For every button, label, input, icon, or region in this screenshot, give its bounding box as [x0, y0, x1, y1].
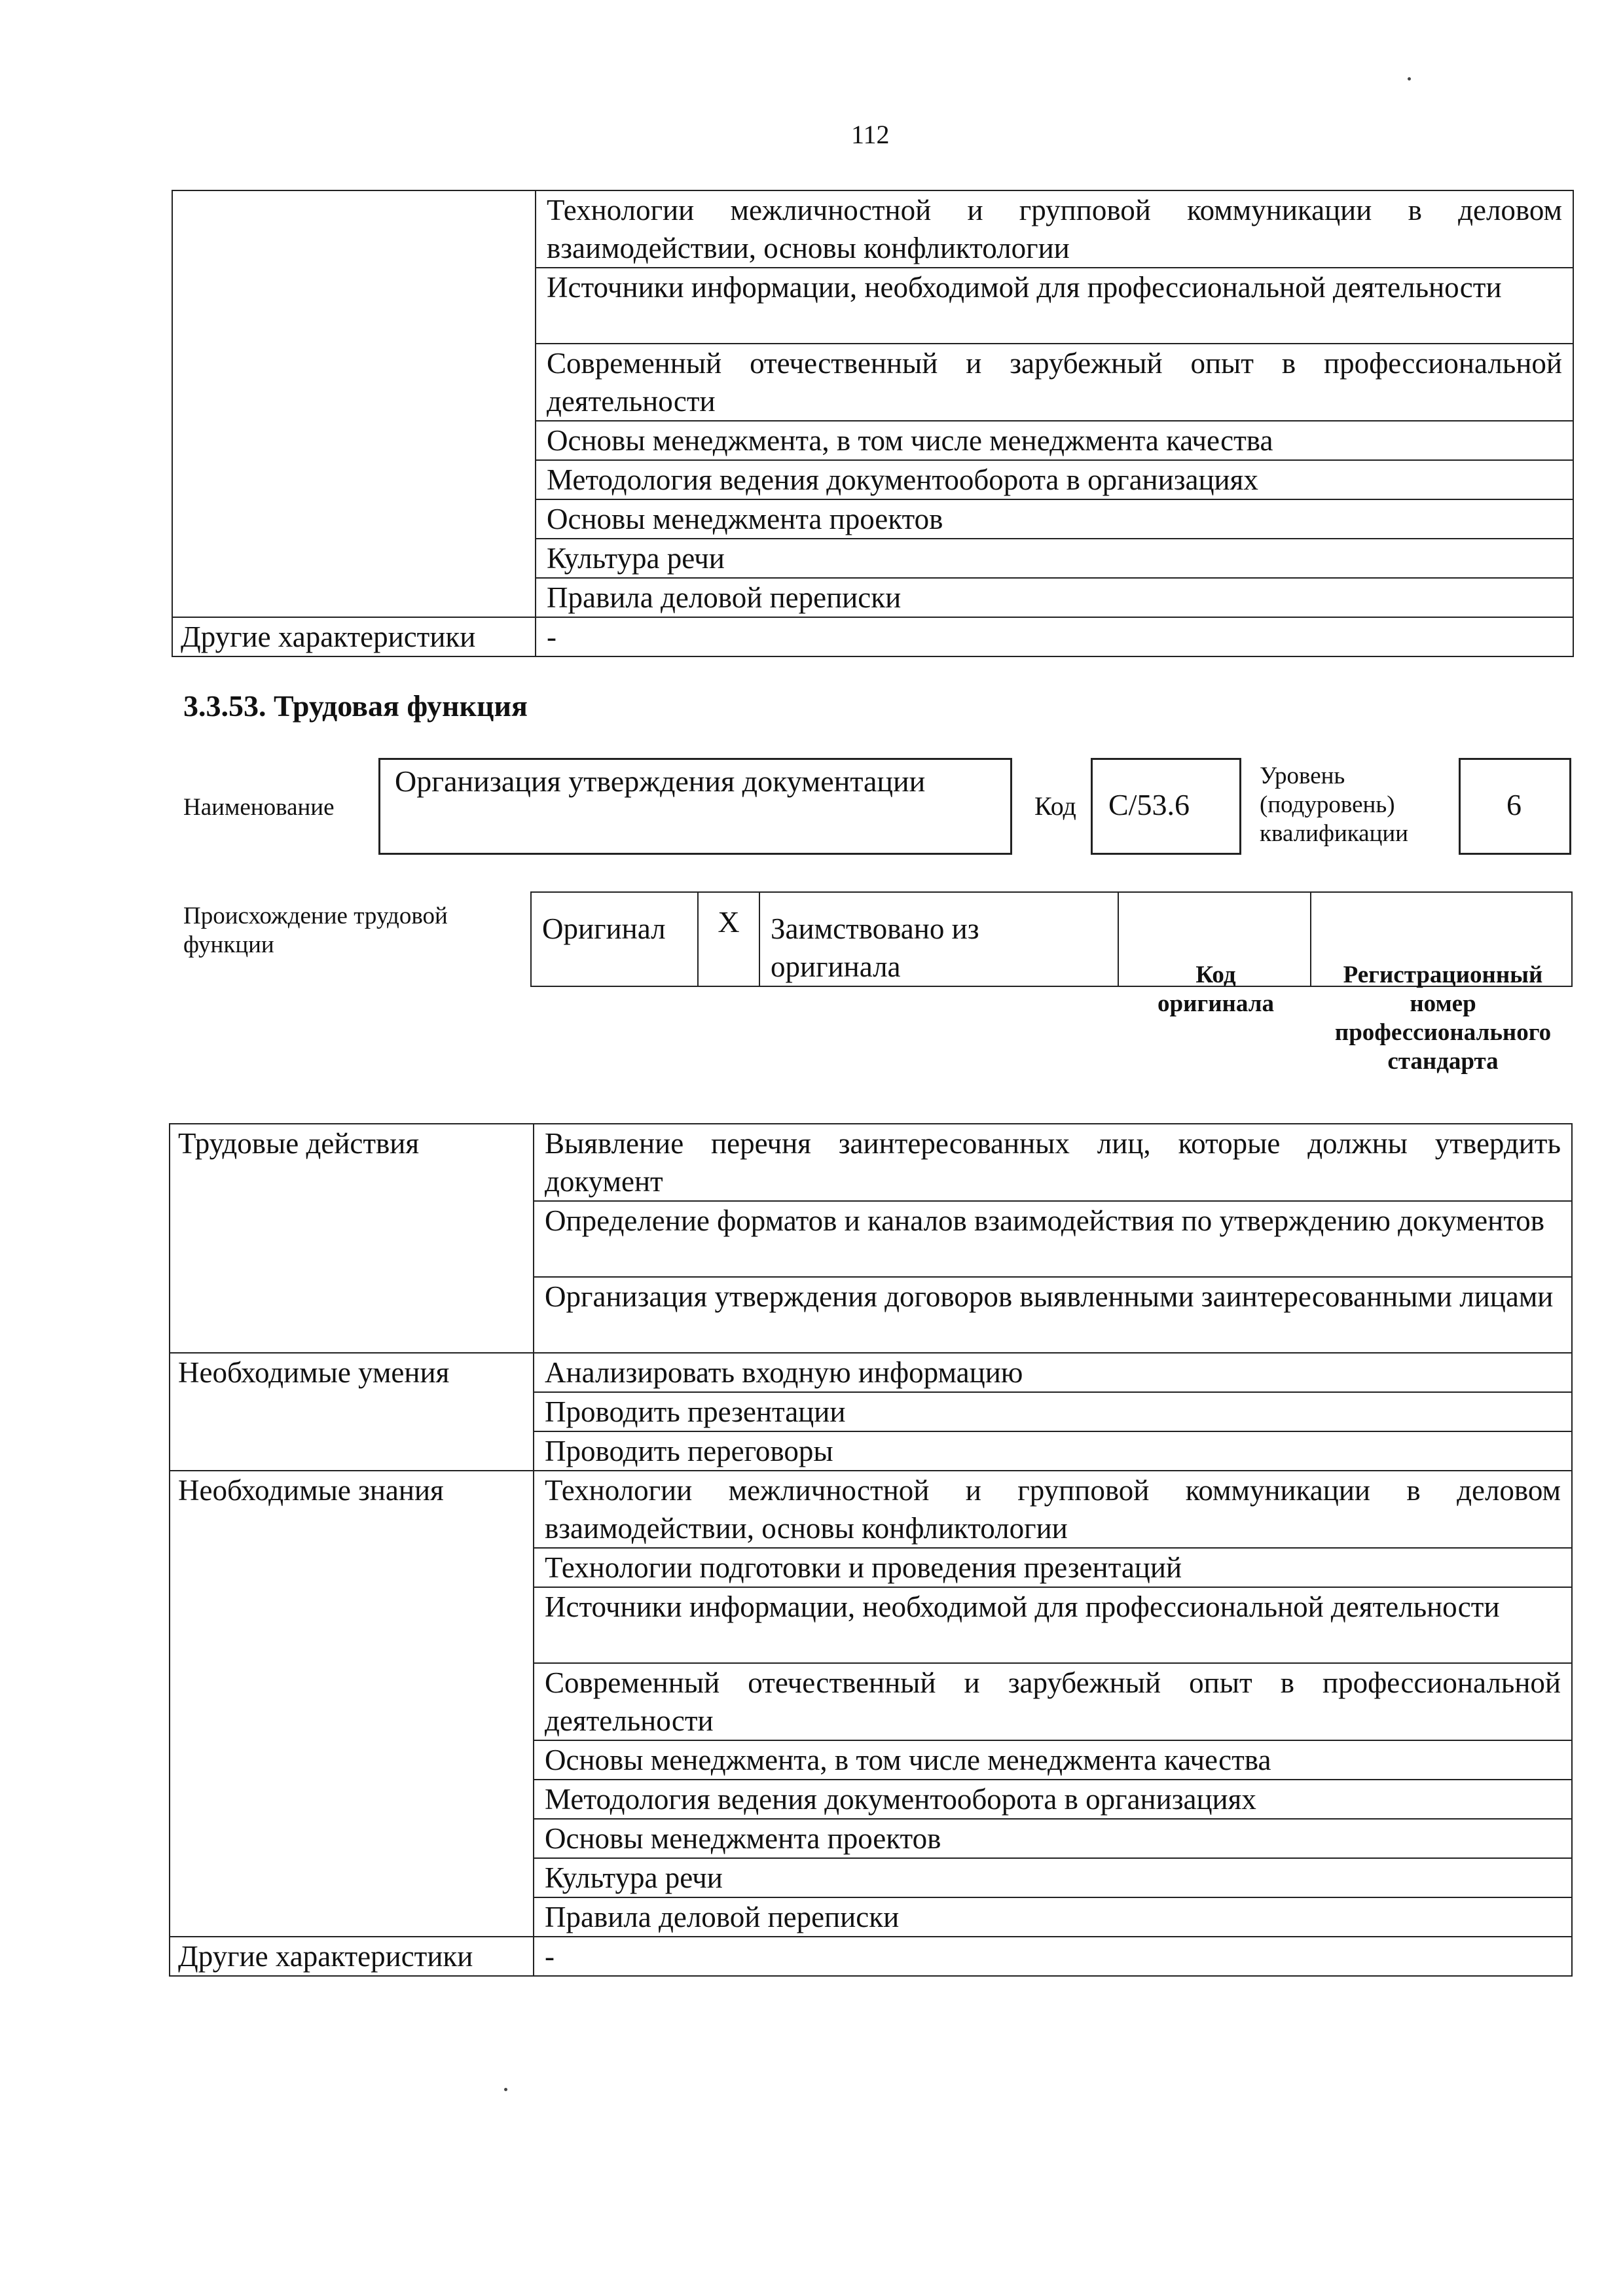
original-mark: X	[698, 892, 759, 986]
level-label-line: Уровень	[1260, 762, 1345, 789]
code-label: Код	[1034, 791, 1076, 821]
caption-line: Код	[1195, 961, 1236, 988]
caption-line: профессионального	[1334, 1019, 1552, 1046]
function-name: Организация утверждения документации	[395, 764, 926, 798]
table-cell: Основы менеджмента проектов	[536, 499, 1573, 539]
row-label: Другие характеристики	[170, 1937, 534, 1976]
row-label: Необходимые умения	[170, 1353, 534, 1471]
table-cell: Основы менеджмента проектов	[534, 1819, 1572, 1858]
code-value: C/53.6	[1108, 788, 1190, 821]
origin-label-line: функции	[183, 931, 274, 958]
table-cell: Методология ведения документооборота в организациях	[536, 460, 1573, 499]
page-number: 112	[851, 120, 890, 149]
empty-label-cell	[172, 190, 536, 617]
caption-line: стандарта	[1387, 1048, 1499, 1075]
scan-speck	[504, 2088, 507, 2091]
level-label-line: квалификации	[1260, 820, 1408, 847]
knowledge-table-continued	[172, 190, 1574, 657]
table-cell: Правила деловой переписки	[536, 578, 1573, 617]
table-cell: Проводить переговоры	[534, 1431, 1572, 1471]
table-cell: Технологии межличностной и групповой коммуникации в деловом взаимодействии, основы конфликтологии	[536, 190, 1573, 268]
level-box	[1459, 758, 1571, 855]
table-cell: -	[534, 1937, 1572, 1976]
level-label-line: (подуровень)	[1260, 791, 1395, 818]
function-table	[169, 1123, 1573, 1977]
original-label: Оригинал	[531, 892, 698, 986]
row-label: Необходимые знания	[170, 1471, 534, 1937]
row-label: Другие характеристики	[172, 617, 536, 656]
name-label: Наименование	[183, 794, 335, 821]
table-cell: Культура речи	[534, 1858, 1572, 1897]
table-cell: Технологии подготовки и проведения презентаций	[534, 1548, 1572, 1587]
table-cell: Методология ведения документооборота в организациях	[534, 1780, 1572, 1819]
table-cell: Современный отечественный и зарубежный опыт в профессиональной деятельности	[534, 1663, 1572, 1740]
code-original-caption	[1120, 961, 1312, 1018]
table-cell: Определение форматов и каналов взаимодействия по утверждению документов	[534, 1201, 1572, 1277]
origin-label-line: Происхождение трудовой	[183, 903, 448, 929]
table-cell: Источники информации, необходимой для профессиональной деятельности	[534, 1587, 1572, 1663]
table-cell: Источники информации, необходимой для профессиональной деятельности	[536, 268, 1573, 344]
level-value: 6	[1506, 788, 1522, 821]
table-cell: Основы менеджмента, в том числе менеджмента качества	[536, 421, 1573, 460]
table-cell: Анализировать входную информацию	[534, 1353, 1572, 1392]
table-cell: Выявление перечня заинтересованных лиц, которые должны утвердить документ	[534, 1124, 1572, 1201]
code-box	[1091, 758, 1241, 855]
caption-line: Регистрационный	[1343, 961, 1543, 988]
table-cell: Организация утверждения договоров выявленными заинтересованными лицами	[534, 1277, 1572, 1353]
scan-speck	[1408, 77, 1411, 81]
table-cell: Технологии межличностной и групповой коммуникации в деловом взаимодействии, основы конфликтологии	[534, 1471, 1572, 1548]
borrowed-label: Заимствовано из оригинала	[759, 892, 1118, 986]
table-cell: -	[536, 617, 1573, 656]
table-cell: Современный отечественный и зарубежный опыт в профессиональной деятельности	[536, 344, 1573, 421]
table-cell: Проводить презентации	[534, 1392, 1572, 1431]
section-title: 3.3.53. Трудовая функция	[183, 689, 528, 723]
reg-number-caption	[1312, 961, 1574, 1076]
table-cell: Культура речи	[536, 539, 1573, 578]
table-cell: Основы менеджмента, в том числе менеджмента качества	[534, 1740, 1572, 1780]
origin-label	[183, 902, 448, 960]
name-box	[378, 758, 1012, 855]
row-label: Трудовые действия	[170, 1124, 534, 1353]
table-cell: Правила деловой переписки	[534, 1897, 1572, 1937]
caption-line: оригинала	[1158, 990, 1274, 1017]
caption-line: номер	[1410, 990, 1476, 1017]
level-label	[1260, 762, 1408, 848]
